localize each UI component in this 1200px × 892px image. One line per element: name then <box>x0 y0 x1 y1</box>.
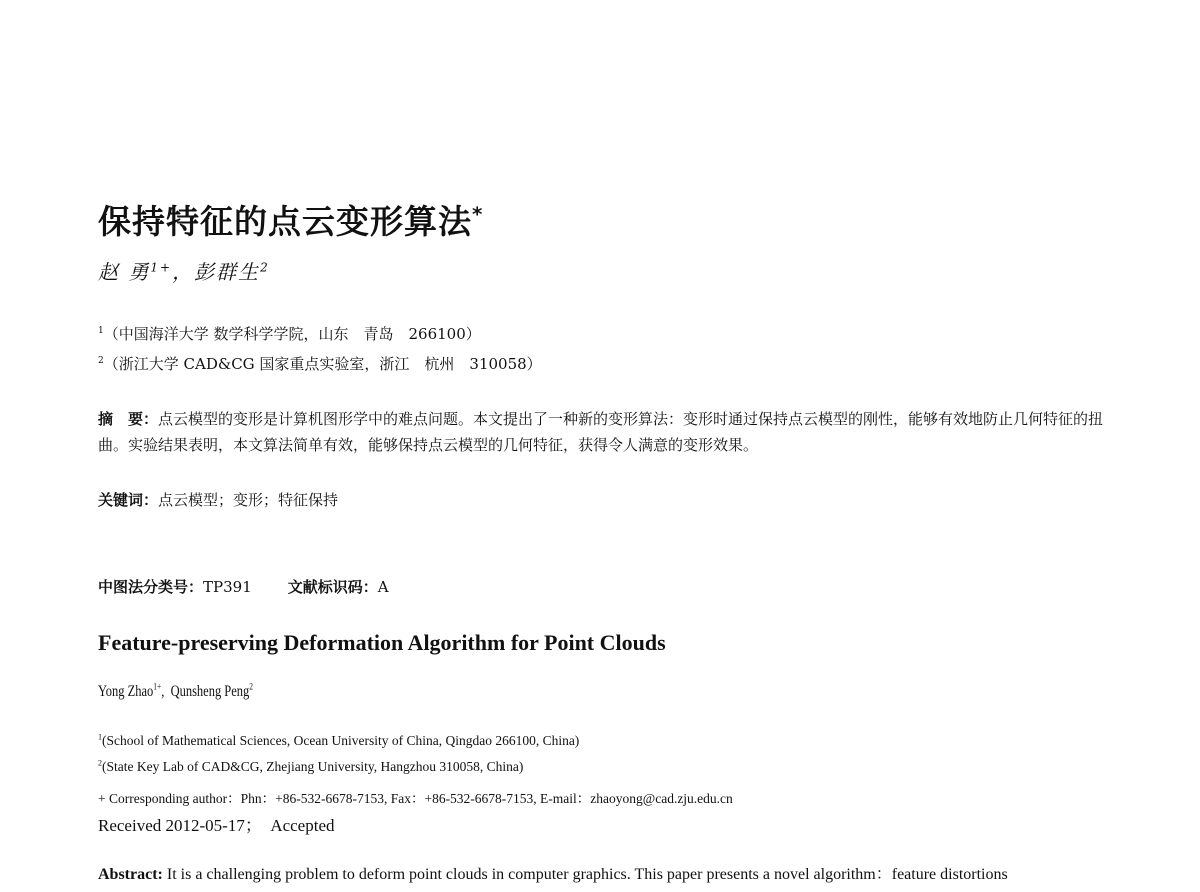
english-affiliation-2-text: (State Key Lab of CAD&CG, Zhejiang University, Hangzhou 310058, China) <box>102 759 524 774</box>
document-code-value: A <box>377 578 389 596</box>
chinese-keywords <box>98 487 1108 513</box>
chinese-affiliation-1 <box>98 323 481 344</box>
keywords-text: 点云模型；变形；特征保持 <box>158 491 339 509</box>
chinese-affiliation-2 <box>98 353 542 374</box>
affiliation-1-number: 1 <box>98 326 104 336</box>
chinese-authors <box>98 256 270 285</box>
corresponding-author: + Corresponding author：Phn：+86-532-6678-7153, Fax：+86-532-6678-7153, E-mail：zhaoyong@cad.zju.edu.cn <box>98 791 733 806</box>
author-peng-en-sup: 2 <box>249 681 254 693</box>
author-peng-cn-sup: 2 <box>260 260 270 275</box>
chinese-title <box>98 196 483 243</box>
chinese-abstract-label: 摘 要： <box>98 410 159 428</box>
author-separator-en: , <box>161 683 165 700</box>
english-affiliation-1 <box>98 733 579 749</box>
english-affiliation-1-number: 1 <box>98 732 103 742</box>
english-abstract-label: Abstract: <box>98 866 163 883</box>
author-zhao-en: Yong Zhao <box>98 683 154 700</box>
english-abstract <box>98 861 1008 884</box>
english-affiliation-1-text: (School of Mathematical Sciences, Ocean University of China, Qingdao 266100, China) <box>102 733 580 748</box>
author-separator: ， <box>172 260 195 284</box>
author-peng-cn: 彭群生 <box>194 260 261 284</box>
author-zhao-cn: 赵 勇 <box>98 260 151 284</box>
author-zhao-en-sup: 1+ <box>153 681 162 693</box>
affiliation-1-text: （中国海洋大学 数学科学学院，山东 青岛 266100） <box>103 325 481 343</box>
affiliation-2-number: 2 <box>98 356 104 366</box>
author-zhao-cn-sup: 1+ <box>150 260 173 275</box>
english-authors <box>98 683 253 701</box>
english-abstract-text: It is a challenging problem to deform point clouds in computer graphics. This paper presents a novel algorithm：feature distortions <box>162 866 1008 883</box>
english-title: Feature-preserving Deformation Algorithm for Point Clouds <box>98 630 666 655</box>
document-code-label: 文献标识码： <box>287 578 378 596</box>
chinese-abstract-text: 点云模型的变形是计算机图形学中的难点问题。本文提出了一种新的变形算法：变形时通过保持点云模型的刚性，能够有效地防止几何特征的扭曲。实验结果表明，本文算法简单有效，能够保持点云模型的几何特征，获得令人满意的变形效果。 <box>98 410 1104 454</box>
classification-line <box>98 574 1108 600</box>
title-footnote-mark: * <box>472 203 484 226</box>
keywords-label: 关键词： <box>98 491 159 509</box>
affiliation-2-text: （浙江大学 CAD&CG 国家重点实验室，浙江 杭州 310058） <box>103 355 542 373</box>
clc-value: TP391 <box>203 578 252 596</box>
author-peng-en: Qunsheng Peng <box>170 683 250 700</box>
received-date: Received 2012-05-17； Accepted <box>98 816 335 835</box>
chinese-abstract <box>98 406 1108 458</box>
chinese-title-text: 保持特征的点云变形算法 <box>98 202 472 241</box>
english-affiliation-2 <box>98 759 523 775</box>
english-affiliation-2-number: 2 <box>98 758 103 768</box>
clc-label: 中图法分类号： <box>98 578 204 596</box>
